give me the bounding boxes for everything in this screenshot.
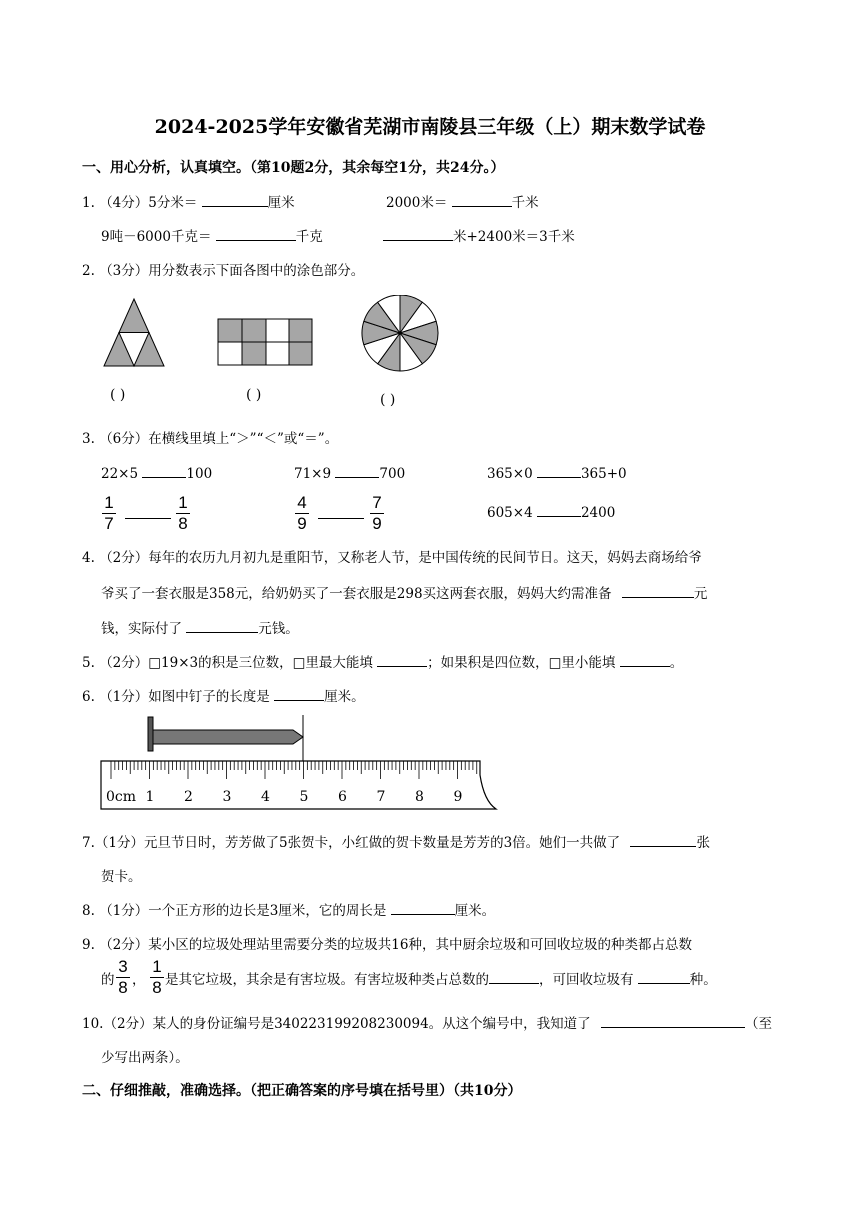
compare-left: 22×5 xyxy=(101,466,139,482)
answer-blank[interactable] xyxy=(452,192,512,207)
grid-figure xyxy=(218,319,312,365)
denominator: 9 xyxy=(372,514,382,533)
question-1-line-1 xyxy=(82,191,295,211)
question-text: 厘米。 xyxy=(324,689,365,705)
question-score: （2分） xyxy=(103,1016,153,1032)
question-number: 2. xyxy=(82,263,95,279)
answer-blank[interactable] xyxy=(125,518,171,519)
numerator: 3 xyxy=(118,957,128,976)
question-text: 元旦节日时，芳芳做了5张贺卡，小红做的贺卡数量是芳芳的3倍。她们一共做了 xyxy=(143,835,621,851)
circle-figure xyxy=(362,295,438,371)
compare-right: 100 xyxy=(186,466,213,482)
question-text: 爷买了一套衣服是358元，给奶奶买了一套衣服是298买这两套衣服，妈妈大约需准备 xyxy=(101,586,612,602)
ruler-label: 3 xyxy=(222,789,232,805)
question-5 xyxy=(82,651,683,671)
denominator: 8 xyxy=(178,514,188,533)
nail-icon xyxy=(148,715,303,761)
question-text: 厘米。 xyxy=(454,903,496,919)
question-text: 是其它垃圾，其余是有害垃圾。有害垃圾种类占总数的 xyxy=(165,972,489,988)
answer-blank[interactable] xyxy=(318,518,364,519)
ruler-label: 7 xyxy=(376,789,386,805)
ruler-label: 0cm xyxy=(106,789,137,805)
ruler-label: 1 xyxy=(145,789,155,805)
question-text: 某人的身份证编号是340223199208230094。从这个编号中，我知道了 xyxy=(152,1016,591,1032)
question-text: □19×3的积是三位数，□里最大能填 xyxy=(148,655,373,671)
question-number: 10. xyxy=(82,1016,104,1032)
question-text: 。 xyxy=(669,655,684,671)
answer-blank[interactable] xyxy=(537,502,581,517)
numerator: 4 xyxy=(297,493,307,512)
fraction xyxy=(295,494,309,533)
ruler-label: 4 xyxy=(261,789,270,805)
question-score: （2分） xyxy=(99,550,149,566)
question-score: （2分） xyxy=(99,937,149,953)
fraction xyxy=(150,958,164,997)
question-text: 某小区的垃圾处理站里需要分类的垃圾共16种，其中厨余垃圾和可回收垃圾的种类都占总数 xyxy=(148,937,692,953)
question-10-line-2: 少写出两条）。 xyxy=(101,1050,189,1066)
ruler-figure xyxy=(98,713,498,813)
q1-a-text: 5分米＝ xyxy=(148,195,198,211)
question-text: 如图中钉子的长度是 xyxy=(148,689,270,705)
question-text: 在横线里填上“＞”“＜”或“＝”。 xyxy=(148,431,339,447)
question-3 xyxy=(82,427,338,447)
answer-blank[interactable] xyxy=(186,618,258,633)
question-number: 5. xyxy=(82,655,95,671)
compare-item xyxy=(487,502,615,521)
q1-b-unit: 千米 xyxy=(511,195,539,211)
answer-blank[interactable] xyxy=(335,463,379,478)
ruler-label: 8 xyxy=(415,789,424,805)
fraction-figures xyxy=(95,295,455,385)
compare-right: 365+0 xyxy=(580,466,627,482)
answer-blank[interactable] xyxy=(537,463,581,478)
question-score: （2分） xyxy=(99,655,149,671)
answer-blank[interactable] xyxy=(377,652,427,667)
denominator: 9 xyxy=(297,514,307,533)
q9-pre: 的 xyxy=(101,972,115,988)
compare-item xyxy=(487,463,627,482)
question-7-line-2: 贺卡。 xyxy=(101,869,142,885)
question-text: ；如果积是四位数，□里小能填 xyxy=(427,655,616,671)
answer-parentheses[interactable]: ( ) xyxy=(246,387,262,403)
answer-blank[interactable] xyxy=(391,900,455,915)
denominator: 7 xyxy=(104,514,114,533)
ruler-label: 2 xyxy=(184,789,193,805)
page-title: 2024-2025学年安徽省芜湖市南陵县三年级（上）期末数学试卷 xyxy=(154,116,706,138)
triangle-figure xyxy=(104,299,164,366)
answer-parentheses[interactable]: ( ) xyxy=(380,392,396,408)
question-text: 钱，实际付了 xyxy=(101,621,182,637)
answer-blank[interactable] xyxy=(630,832,696,847)
compare-right: 2400 xyxy=(580,505,616,521)
answer-blank[interactable] xyxy=(202,192,268,207)
question-6 xyxy=(82,685,365,705)
compare-item xyxy=(294,463,405,482)
question-1-part-b xyxy=(386,191,539,211)
denominator: 8 xyxy=(152,978,162,997)
question-text: 张 xyxy=(696,835,710,851)
section-2-heading: 二、仔细推敲，准确选择。（把正确答案的序号填在括号里）（共10分） xyxy=(82,1083,522,1099)
numerator: 1 xyxy=(104,493,114,512)
ruler-label: 5 xyxy=(299,789,309,805)
question-score: （3分） xyxy=(99,263,149,279)
question-text: ，可回收垃圾有 xyxy=(539,972,634,988)
answer-blank[interactable] xyxy=(601,1013,745,1028)
question-text: （至 xyxy=(744,1016,772,1032)
numerator: 1 xyxy=(178,493,188,512)
question-8 xyxy=(82,899,495,919)
compare-left: 71×9 xyxy=(294,466,332,482)
fraction xyxy=(370,494,384,533)
question-score: （4分） xyxy=(99,195,149,211)
answer-blank[interactable] xyxy=(622,583,694,598)
question-score: （1分） xyxy=(94,835,144,851)
question-text: 每年的农历九月初九是重阳节，又称老人节，是中国传统的民间节日。这天，妈妈去商场给爷 xyxy=(148,550,702,566)
question-text: 一个正方形的边长是3厘米，它的周长是 xyxy=(148,903,387,919)
ruler-label: 6 xyxy=(338,789,347,805)
question-number: 1. xyxy=(82,195,95,211)
answer-blank[interactable] xyxy=(142,463,186,478)
question-9-line-2 xyxy=(165,968,717,988)
question-2 xyxy=(82,259,364,279)
compare-left: 365×0 xyxy=(487,466,533,482)
fraction xyxy=(116,958,130,997)
question-score: （1分） xyxy=(99,903,149,919)
question-number: 8. xyxy=(82,903,95,919)
q9-comma: ， xyxy=(132,972,146,988)
question-7-line-1 xyxy=(82,831,710,851)
q1-d-text: 米+2400米＝3千米 xyxy=(453,229,575,245)
answer-blank[interactable] xyxy=(274,686,324,701)
question-score: （6分） xyxy=(99,431,149,447)
question-4-line-2 xyxy=(101,582,707,602)
question-score: （1分） xyxy=(99,689,149,705)
q1-a-unit: 厘米 xyxy=(267,195,295,211)
numerator: 7 xyxy=(372,493,382,512)
question-9-line-1 xyxy=(82,933,692,953)
numerator: 1 xyxy=(152,957,162,976)
fraction xyxy=(102,494,116,533)
compare-right: 700 xyxy=(379,466,406,482)
question-4-line-3 xyxy=(101,617,299,637)
question-1-line-2 xyxy=(101,225,323,245)
question-number: 9. xyxy=(82,937,95,953)
answer-blank[interactable] xyxy=(383,226,453,241)
ruler-icon xyxy=(101,761,496,809)
question-number: 3. xyxy=(82,431,95,447)
answer-blank[interactable] xyxy=(489,969,539,984)
question-1-part-d xyxy=(383,225,575,245)
question-text: 元 xyxy=(693,586,708,602)
denominator: 8 xyxy=(118,978,128,997)
answer-blank[interactable] xyxy=(620,652,670,667)
question-4-line-1 xyxy=(82,546,702,566)
ruler-label: 9 xyxy=(453,789,463,805)
answer-parentheses[interactable]: ( ) xyxy=(110,387,126,403)
question-text: 元钱。 xyxy=(258,621,299,637)
compare-item xyxy=(101,463,212,482)
question-number: 7. xyxy=(82,835,95,851)
question-text: 用分数表示下面各图中的涂色部分。 xyxy=(148,263,365,279)
answer-blank[interactable] xyxy=(216,226,296,241)
section-1-heading: 一、用心分析，认真填空。（第10题2分，其余每空1分，共24分。） xyxy=(82,160,505,176)
question-number: 6. xyxy=(82,689,95,705)
question-10-line-1 xyxy=(82,1012,772,1032)
q1-c-text: 9吨－6000千克＝ xyxy=(101,229,212,245)
question-text: 种。 xyxy=(689,972,717,988)
q1-c-unit: 千克 xyxy=(295,229,323,245)
question-number: 4. xyxy=(82,550,95,566)
fraction xyxy=(176,494,190,533)
compare-left: 605×4 xyxy=(487,505,533,521)
answer-blank[interactable] xyxy=(638,969,690,984)
q1-b-text: 2000米＝ xyxy=(386,195,448,211)
